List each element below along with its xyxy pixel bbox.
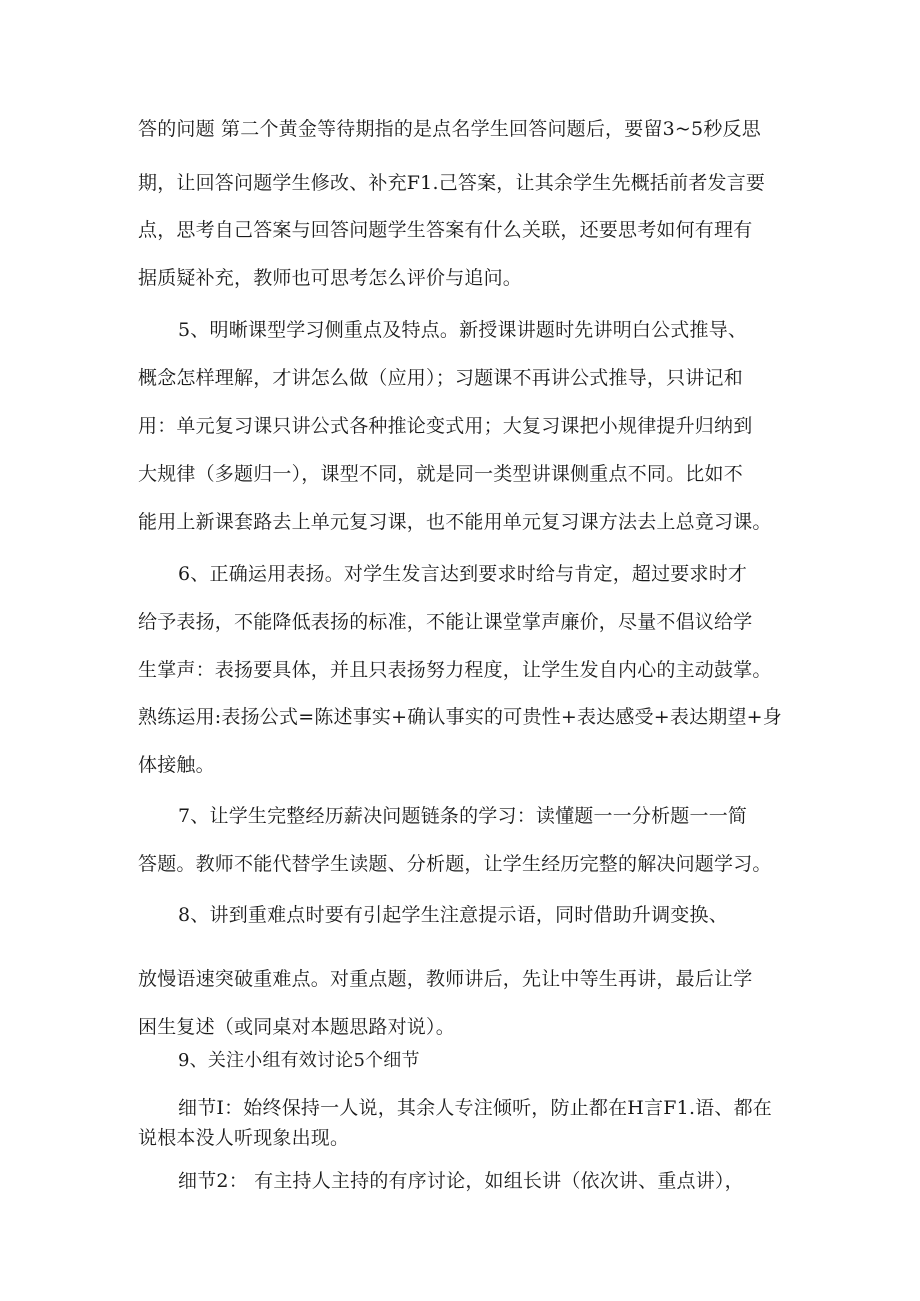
text-line: 细节I：始终保持一人说，其余人专注倾听，防止都在H言F1.语、都在 [178,1097,772,1119]
text-line: 能用上新课套路去上单元复习课，也不能用单元复习课方法去上总竟习课。 [138,511,772,533]
text-line: 给予表扬，不能降低表扬的标准，不能让课堂掌声廉价，尽量不倡议给学 [138,611,753,633]
text-line: 据质疑补充，教师也可思考怎么评价与追问。 [138,267,523,289]
text-line: 说根本没人听现象出现。 [138,1127,350,1149]
text-line: 熟练运用:表扬公式=陈述事实+确认事实的可贵性+表达感受+表达期望+身 [138,706,783,728]
text-line: 答题。教师不能代替学生读题、分析题，让学生经历完整的解决问题学习。 [138,853,772,875]
text-line: 体接触。 [138,754,215,776]
text-line: 8、讲到重难点时要有引起学生注意提示语，同时借助升调变换、 [178,904,728,926]
text-line: 大规律（多题归一），课型不同，就是同一类型讲课侧重点不同。比如不 [138,463,743,485]
text-line: 点，思考自己答案与回答问题学生答案有什么关联，还要思考如何有理有 [138,219,753,241]
text-line: 答的问题 第二个黄金等待期指的是点名学生回答问题后，要留3~5秒反思 [138,118,761,140]
text-line: 期，让回答问题学生修改、补充F1.己答案，让其余学生先概括前者发言要 [138,172,766,194]
text-line: 生掌声：表扬要具体，并且只表扬努力程度，让学生发自内心的主动鼓掌。 [138,659,772,681]
section-heading: 9、关注小组有效讨论5个细节 [178,1050,420,1071]
text-line: 细节2： 有主持人主持的有序讨论，如组长讲（依次讲、重点讲）， [178,1170,744,1192]
text-line: 6、正确运用表扬。对学生发言达到要求时给与肯定，超过要求时才 [178,563,748,585]
text-line: 概念怎样理解，才讲怎么做（应用）；习题课不再讲公式推导，只讲记和 [138,367,743,389]
text-line: 放慢语速突破重难点。对重点题，教师讲后，先让中等生再讲，最后让学 [138,968,753,990]
text-line: 用：单元复习课只讲公式各种推论变式用；大复习课把小规律提升归纳到 [138,415,753,437]
text-line: 7、让学生完整经历薪决问题链条的学习：读懂题一一分析题一一简 [178,805,748,827]
text-line: 5、明晰课型学习侧重点及特点。新授课讲题时先讲明白公式推导、 [178,319,748,341]
text-line: 困生复述（或同桌对本题思路对说）。 [138,1016,455,1038]
